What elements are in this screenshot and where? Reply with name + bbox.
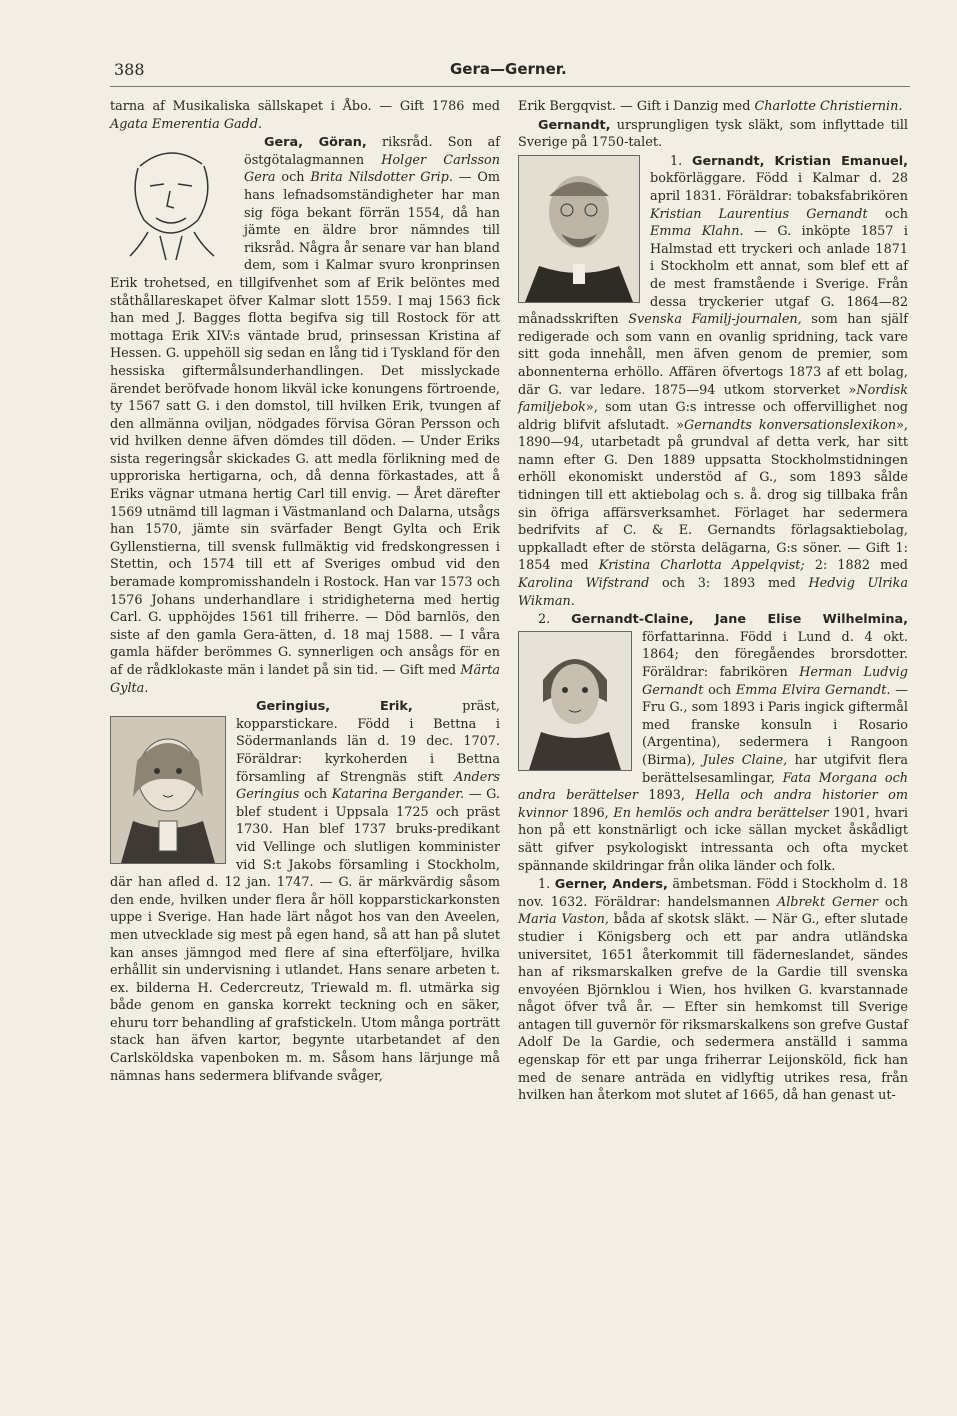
sketch-face-icon [110, 136, 234, 264]
photo-portrait-icon [519, 156, 639, 302]
right-column [518, 98, 908, 1106]
portrait-gernandt-claine [518, 631, 632, 771]
portrait-gernandt-kristian [518, 155, 640, 303]
paragraph-continuation-right: Erik Bergqvist. — Gift i Danzig med Charlotte Christiernin. [518, 99, 903, 114]
portrait-gera-sketch [110, 136, 234, 264]
header-rule [110, 86, 910, 87]
entry-gerner-anders: 1. Gerner, Anders, ämbetsman. Född i Stockholm d. 18 nov. 1632. Föräldrar: handelsmannen Albrekt Gerner och Maria Vaston, båda af skotsk släkt. — När G., efter slutade studier i Königsberg och ett par andra utländska universitet, 1651 återkommit till fäderneslandet, sändes han af riksmarskalken grefve de la Gardie till svenska envoyéen Björnklou i Wien, hos hvilken G. kvarstannade något öfver två år. — Efter sin hemkomst till Sverige antagen till guvernör för riksmarskalkens son grefve Gustaf Adolf De la Gardie, och sedermera anställd i samma egenskap för ett par unga friherrar Leijonsköld, fick han med de senare anträda en vidlyftig utrikes resa, från hvilken han återkom mot slutet af 1665, då han genast ut- [518, 877, 909, 1104]
page-number: 388 [114, 60, 145, 79]
left-column [110, 98, 500, 1086]
entry-gernandt-claine: 2. Gernandt-Claine, Jane Elise Wilhelmina, författarinna. Född i Lund d. 4 okt. 1864; den föregåendes brorsdotter. Föräldrar: fabrikören Herman Ludvig Gernandt och Emma Elvira Gernandt. — Fru G., som 1893 i Paris ingick giftermål med franske konsuln i Rosario (Argentina), sedermera i Rangoon (Birma), Jules Claine, har utgifvit flera berättelsesamlingar, Fata Morgana och andra berättelser 1893, Hella och andra historier om kvinnor 1896, En hemlös och andra berättelser 1901, hvari hon på ett konstnärligt och icke sällan mycket åskådligt sätt gifver psykologiskt intressanta och ofta mycket spännande skildringar från olika länder och folk. [518, 612, 909, 874]
photo-portrait-woman-icon [519, 632, 631, 770]
entry-gernandt-kristian: 1. Gernandt, Kristian Emanuel, bokförläggare. Född i Kalmar d. 28 april 1831. Föräldrar: tobaksfabrikören Kristian Laurentius Gernandt och Emma Klahn. — G. inköpte 1857 i Halmstad ett tryckeri och anlade 1871 i Stockholm ett annat, som blef ett af de mest framstående i Sverige. Från dessa tryckerier utgaf G. 1864—82 månadsskriften Svenska Familj-journalen, som han själf redigerade och som vann en ovanlig spridning, tack vare sitt goda innehåll, men äfven genom de premier, som abonnenterna erhöllo. Affären öfvertogs 1873 af ett bolag, där G. var ledare. 1875—94 utkom storverket »Nordisk familjebok», som utan G:s intresse och offervillighet nog aldrig blifvit afslutadt. »Gernandts konversationslexikon», 1890—94, utarbetadt på grundval af detta verk, har sitt namn efter G. Den 1889 uppsatta Stockholmstidningen erhöll ekonomiskt understöd af G., som 1893 sålde tidningen till ett aktiebolag och s. å. drog sig tillbaka från sin öfriga affärsverksamhet. Förlaget har sedermera bedrifvits af C. & E. Gernandts förlagsaktiebolag, uppkalladt efter de största delägarna, G:s söner. — Gift 1: 1854 med Kristina Charlotta Appelqvist; 2: 1882 med Karolina Wifstrand och 3: 1893 med Hedvig Ulrika Wikman. [518, 153, 908, 609]
entry-gera: Gera, Göran, riksråd. Son af östgötalagmannen Holger Carlsson Gera och Brita Nilsdotter Grip. — Om hans lefnadsomständigheter har man sig föga bekant förrän 1554, då han jämte en äldre bror nämndes till riksråd. Några år senare var han bland dem, som i Kalmar svuro kronprinsen Erik trohetsed, en tillgifvenhet som af Erik belöntes med ståthållareskapet öfver Kalmar slott 1559. I maj 1563 fick han med J. Bagges flotta begifva sig till Rostock för att mottaga Erik XIV:s väntade brud, prinsessan Kristina af Hessen. G. uppehöll sig sedan en lång tid i Tyskland för den hessiska giftermålsunderhandlingen. Det misslyckade ärendet beröfvade honom likväl icke konungens förtroende, ty 1567 satt G. i den domstol, till hvilken Erik, tvungen af den allmänna oviljan, nödgades förvisa Göran Persson och vid hvilken denne äfven dömdes till döden. — Under Eriks sista regeringsår skickades G. att medla förlikning med de upproriska hertigarna, och, då denna förkastades, att å Eriks vägnar utmana hertig Carl till envig. — Året därefter 1569 utnämd till lagman i Västmanland och Dalarna, utsågs han 1570, jämte sin svärfader Bengt Gylta och Erik Gyllenstierna, till svensk fullmäktig vid fredskongressen i Stettin, och 1574 till ett af Sveriges ombud vid den beramade kompromisshandeln i Rostock. Han var 1573 och 1576 Johans underhandlare i stridigheterna med hertig Carl. G. upphöjdes 1561 till friherre. — Död barnlös, den siste af den gamla Gera-ätten, d. 18 maj 1588. — I våra gamla häfder berömmes G. synnerligen och ansågs för en af de rådklokaste män i landet på sin tid. — Gift med Märta Gylta. [110, 135, 501, 696]
engraved-portrait-icon [111, 717, 225, 863]
portrait-geringius [110, 716, 226, 864]
entry-geringius: Geringius, Erik, präst, kopparstickare. Född i Bettna i Södermanlands län d. 19 dec. 1707. Föräldrar: kyrkoherden i Bettna församling af Strengnäs stift Anders Geringius och Katarina Bergander. — G. blef student i Uppsala 1725 och präst 1730. Han blef 1737 bruks-predikant vid Vellinge och slutligen komminister vid S:t Jakobs församling i Stockholm, där han afled d. 12 jan. 1747. — G. är märkvärdig såsom den ende, hvilken under flera år höll kopparstickarkonsten uppe i Sverige. Han hade lärt något hos van den Aveelen, men utvecklade sig mest på egen hand, så att han på slutet kan anses jämngod med flere af sina efterföljare, hvilka erhållit sin undervisning i utlandet. Hans senare arbeten t. ex. bilderna H. Cedercreutz, Triewald m. fl. utmärka sig både genom en ganska korrekt teckning och en säker, ehuru torr behandling af grafstickeln. Utom många porträtt stack han äfven kartor, begynte utarbetandet af den Carlsköldska vapenboken m. m. Såsom hans lärjunge må nämnas hans sedermera blifvande svåger, [110, 699, 500, 1084]
paragraph-continuation: tarna af Musikaliska sällskapet i Åbo. — Gift 1786 med Agata Emerentia Gadd. [110, 99, 500, 132]
entry-gernandt-family: Gernandt, ursprungligen tysk släkt, som inflyttade till Sverige på 1750-talet. [518, 117, 908, 151]
running-head: Gera—Gerner. [450, 60, 567, 78]
